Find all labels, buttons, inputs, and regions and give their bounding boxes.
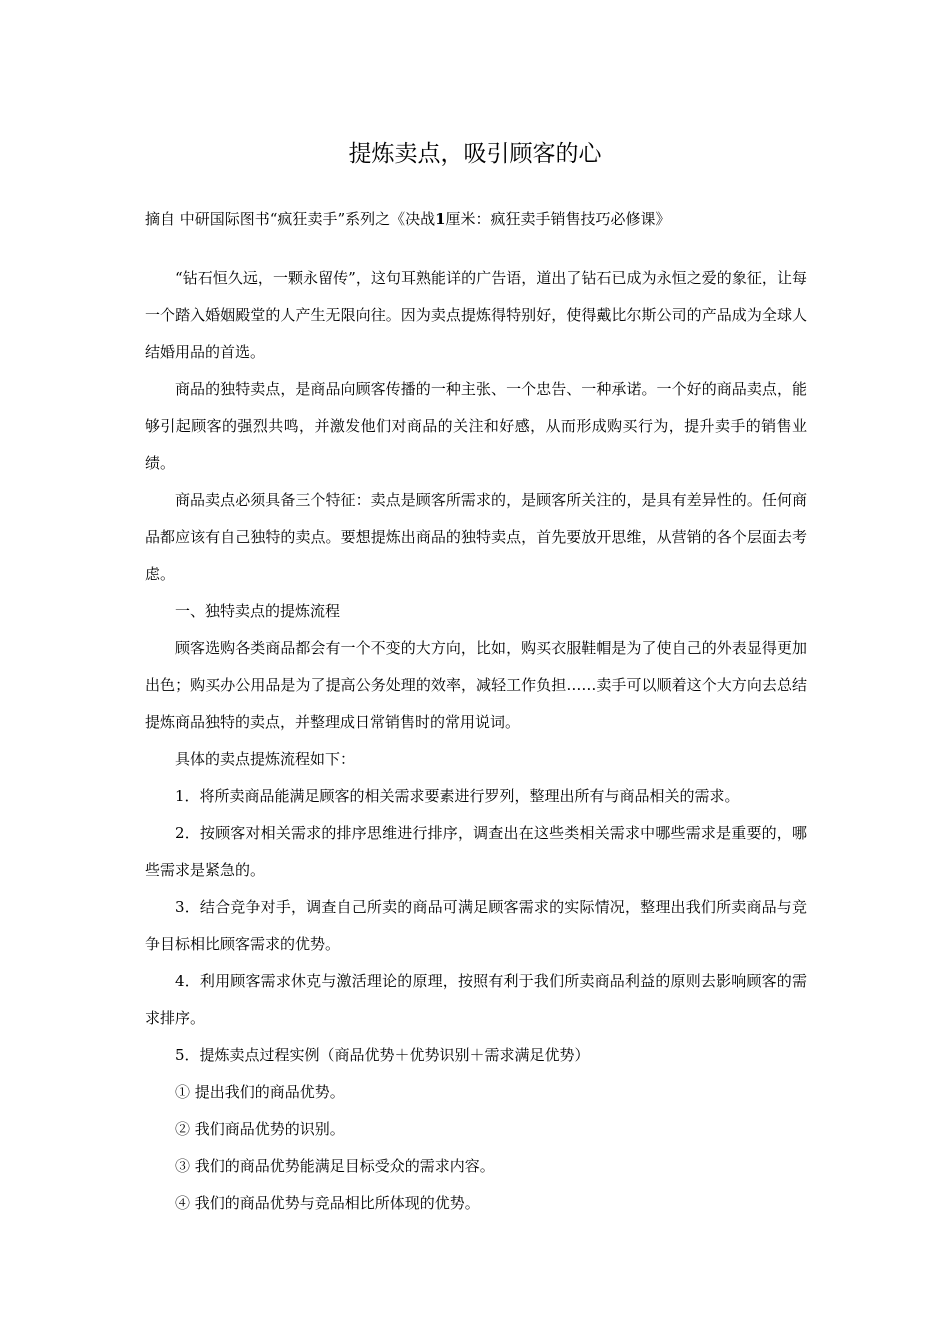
source-suffix: 厘米：疯狂卖手销售技巧必修课》	[445, 210, 671, 228]
source-prefix: 摘自 中研国际图书“疯狂卖手”系列之《决战	[145, 210, 436, 228]
circled-item: ④ 我们的商品优势与竞品相比所体现的优势。	[175, 1194, 480, 1212]
circled-item: ① 提出我们的商品优势。	[175, 1083, 345, 1101]
numbered-step: 5．提炼卖点过程实例（商品优势＋优势识别＋需求满足优势）	[175, 1046, 590, 1064]
paragraph: 具体的卖点提炼流程如下：	[175, 750, 356, 768]
paragraph: 商品卖点必须具备三个特征：卖点是顾客所需求的，是顾客所关注的，是具有差异性的。任何商品都应该有自己独特的卖点。要想提炼出商品的独特卖点，首先要放开思维，从营销的各个层面去考虑。	[145, 491, 807, 583]
circled-item: ③ 我们的商品优势能满足目标受众的需求内容。	[175, 1157, 495, 1175]
document-title: 提炼卖点，吸引顾客的心	[348, 141, 602, 167]
document-body	[145, 260, 807, 1222]
paragraph: 商品的独特卖点，是商品向顾客传播的一种主张、一个忠告、一种承诺。一个好的商品卖点，能够引起顾客的强烈共鸣，并激发他们对商品的关注和好感，从而形成购买行为，提升卖手的销售业绩。	[145, 380, 807, 472]
numbered-step: 1．将所卖商品能满足顾客的相关需求要素进行罗列，整理出所有与商品相关的需求。	[175, 787, 740, 805]
source-number: 1	[435, 210, 446, 228]
section-heading: 一、独特卖点的提炼流程	[175, 602, 341, 620]
paragraph: 顾客选购各类商品都会有一个不变的大方向，比如，购买衣服鞋帽是为了使自己的外表显得更加出色；购买办公用品是为了提高公务处理的效率，减轻工作负担……卖手可以顺着这个大方向去总结提炼商品独特的卖点，并整理成日常销售时的常用说词。	[145, 639, 807, 731]
circled-item: ② 我们商品优势的识别。	[175, 1120, 345, 1138]
paragraph: “钻石恒久远，一颗永留传”，这句耳熟能详的广告语，道出了钻石已成为永恒之爱的象征，让每一个踏入婚姻殿堂的人产生无限向往。因为卖点提炼得特别好，使得戴比尔斯公司的产品成为全球人结婚用品的首选。	[145, 269, 807, 361]
numbered-step: 4．利用顾客需求休克与激活理论的原理，按照有利于我们所卖商品利益的原则去影响顾客的需求排序。	[145, 972, 807, 1027]
source-line	[145, 207, 825, 231]
numbered-step: 2．按顾客对相关需求的排序思维进行排序，调查出在这些类相关需求中哪些需求是重要的，哪些需求是紧急的。	[145, 824, 807, 879]
numbered-step: 3．结合竞争对手，调查自己所卖的商品可满足顾客需求的实际情况，整理出我们所卖商品与竞争目标相比顾客需求的优势。	[145, 898, 807, 953]
